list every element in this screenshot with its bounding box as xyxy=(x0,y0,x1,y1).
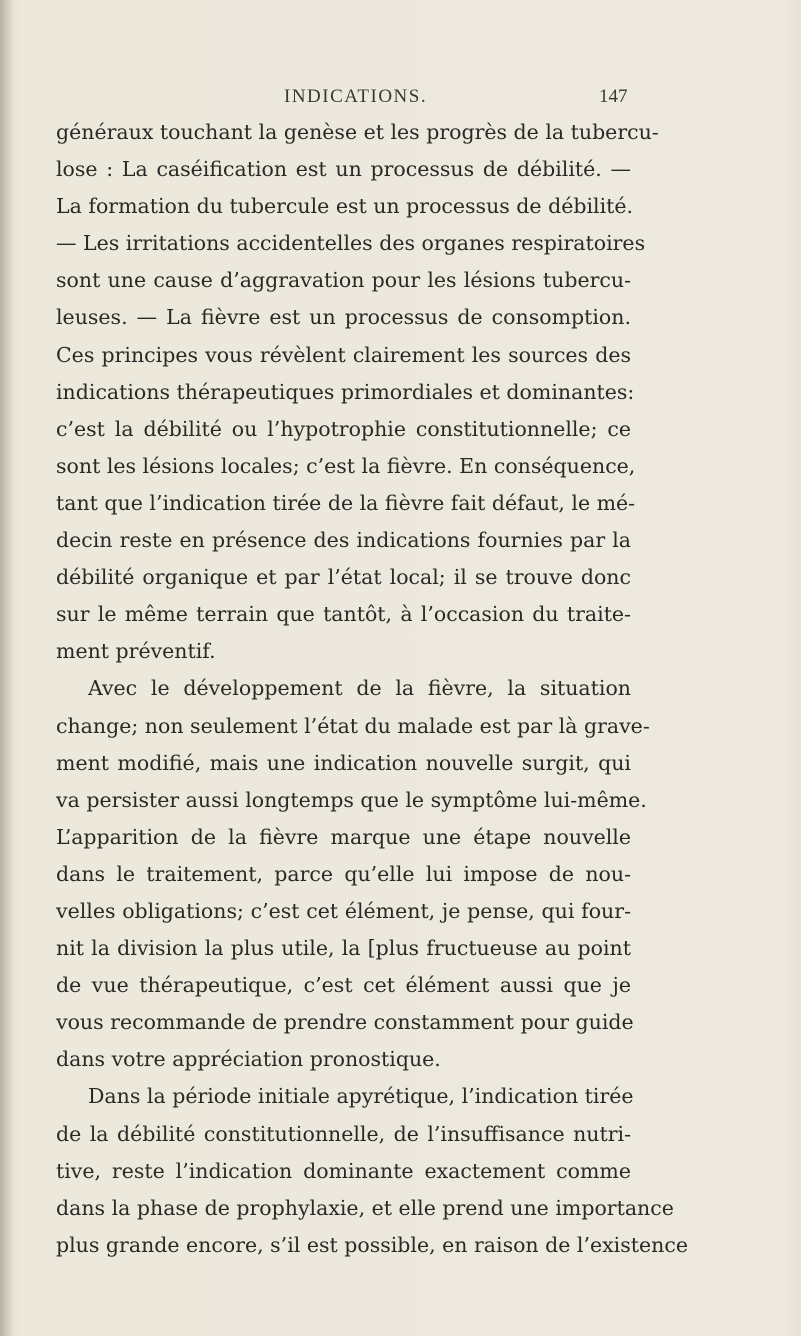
text-line: de la débilité constitutionnelle, de l’insuffisance nutri- xyxy=(56,1121,631,1146)
page-number: 147 xyxy=(599,86,628,107)
text-line: La formation du tubercule est un processus de débilité. xyxy=(56,194,634,219)
text-line: — Les irritations accidentelles des organes respiratoires xyxy=(56,231,646,256)
text-line: leuses. — La fièvre est un processus de consomption. xyxy=(56,305,631,330)
text-line: généraux touchant la genèse et les progrès de la tubercu- xyxy=(56,120,659,144)
text-line: c’est la débilité ou l’hypotrophie constitutionnelle; ce xyxy=(56,416,631,441)
text-line: lose : La caséification est un processus de débilité. — xyxy=(56,157,631,182)
running-title: INDICATIONS. xyxy=(284,86,428,107)
text-line: va persister aussi longtemps que le symptôme lui-même. xyxy=(56,787,647,812)
text-line: ment modifié, mais une indication nouvelle surgit, qui xyxy=(56,750,631,775)
text-line: sont une cause d’aggravation pour les lésions tubercu- xyxy=(56,268,631,293)
text-line: velles obligations; c’est cet élément, je pense, qui four- xyxy=(56,898,631,923)
text-line: Ces principes vous révèlent clairement les sources des xyxy=(56,342,631,367)
text-line: débilité organique et par l’état local; il se trouve donc xyxy=(56,565,631,590)
text-line: nit la division la plus utile, la [plus fructueuse au point xyxy=(56,936,631,961)
text-line: dans le traitement, parce qu’elle lui impose de nou- xyxy=(56,861,631,886)
body-text xyxy=(56,114,688,1264)
binding-shadow xyxy=(0,0,14,1336)
text-line: ment préventif. xyxy=(56,639,216,664)
text-line: tive, reste l’indication dominante exactement comme xyxy=(56,1158,631,1183)
text-line: sont les lésions locales; c’est la fièvre. En conséquence, xyxy=(56,453,636,478)
text-line: Avec le développement de la fièvre, la situation xyxy=(88,676,631,701)
text-line: Dans la période initiale apyrétique, l’indication tirée xyxy=(88,1084,634,1109)
text-line: plus grande encore, s’il est possible, en raison de l’existence xyxy=(56,1232,688,1257)
text-line: decin reste en présence des indications fournies par la xyxy=(56,528,631,553)
running-head xyxy=(0,86,801,110)
text-line: dans la phase de prophylaxie, et elle prend une importance xyxy=(56,1195,674,1220)
text-line: de vue thérapeutique, c’est cet élément aussi que je xyxy=(56,973,631,998)
text-line: tant que l’indication tirée de la fièvre fait défaut, le mé- xyxy=(56,490,636,515)
text-line: change; non seulement l’état du malade est par là grave- xyxy=(56,713,650,738)
text-line: vous recommande de prendre constamment pour guide xyxy=(56,1010,634,1035)
text-line: indications thérapeutiques primordiales et dominantes: xyxy=(56,379,635,404)
text-line: L’apparition de la fièvre marque une étape nouvelle xyxy=(56,824,631,849)
text-line: sur le même terrain que tantôt, à l’occasion du traite- xyxy=(56,602,631,627)
text-line: dans votre appréciation pronostique. xyxy=(56,1047,441,1072)
